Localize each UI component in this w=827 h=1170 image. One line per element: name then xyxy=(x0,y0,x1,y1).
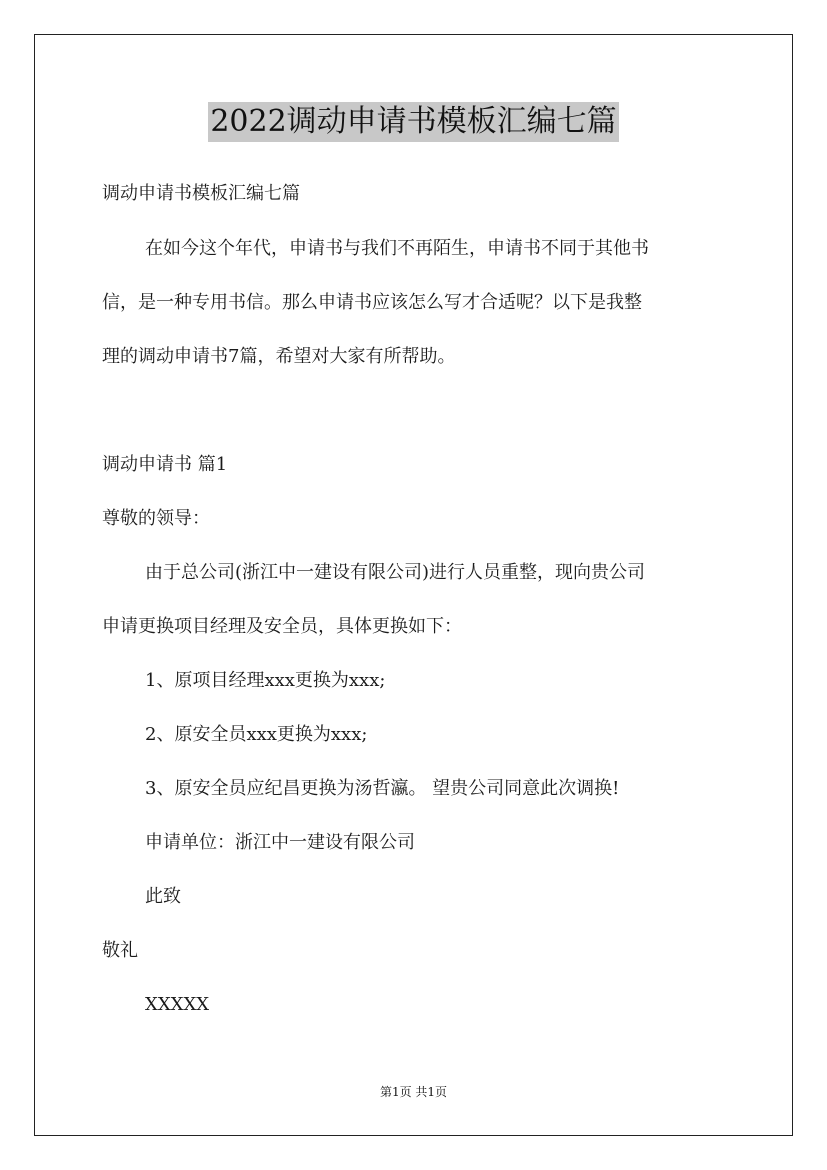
title-container xyxy=(0,102,827,142)
section-heading: 调动申请书 篇1 xyxy=(102,454,228,475)
closing-phrase: 此致 xyxy=(145,886,181,907)
closing-salute: 敬礼 xyxy=(102,940,138,961)
signature: XXXXX xyxy=(145,994,210,1015)
document-subtitle: 调动申请书模板汇编七篇 xyxy=(102,183,300,204)
body-line-5: 3、原安全员应纪昌更换为汤哲瀛。 望贵公司同意此次调换! xyxy=(145,778,620,799)
intro-line-3: 理的调动申请书7篇，希望对大家有所帮助。 xyxy=(102,346,456,367)
page-footer: 第1页 共1页 xyxy=(379,1085,448,1099)
intro-line-2: 信，是一种专用书信。那么申请书应该怎么写才合适呢？以下是我整 xyxy=(102,292,642,313)
salutation: 尊敬的领导： xyxy=(102,508,210,529)
body-line-2: 申请更换项目经理及安全员，具体更换如下： xyxy=(102,616,462,637)
body-line-1: 由于总公司(浙江中一建设有限公司)进行人员重整，现向贵公司 xyxy=(145,562,646,583)
intro-line-1: 在如今这个年代，申请书与我们不再陌生，申请书不同于其他书 xyxy=(145,238,649,259)
body-line-4: 2、原安全员xxx更换为xxx; xyxy=(145,724,368,745)
body-line-3: 1、原项目经理xxx更换为xxx; xyxy=(145,670,386,691)
document-title: 2022调动申请书模板汇编七篇 xyxy=(208,102,618,142)
applicant-unit: 申请单位：浙江中一建设有限公司 xyxy=(145,832,415,853)
